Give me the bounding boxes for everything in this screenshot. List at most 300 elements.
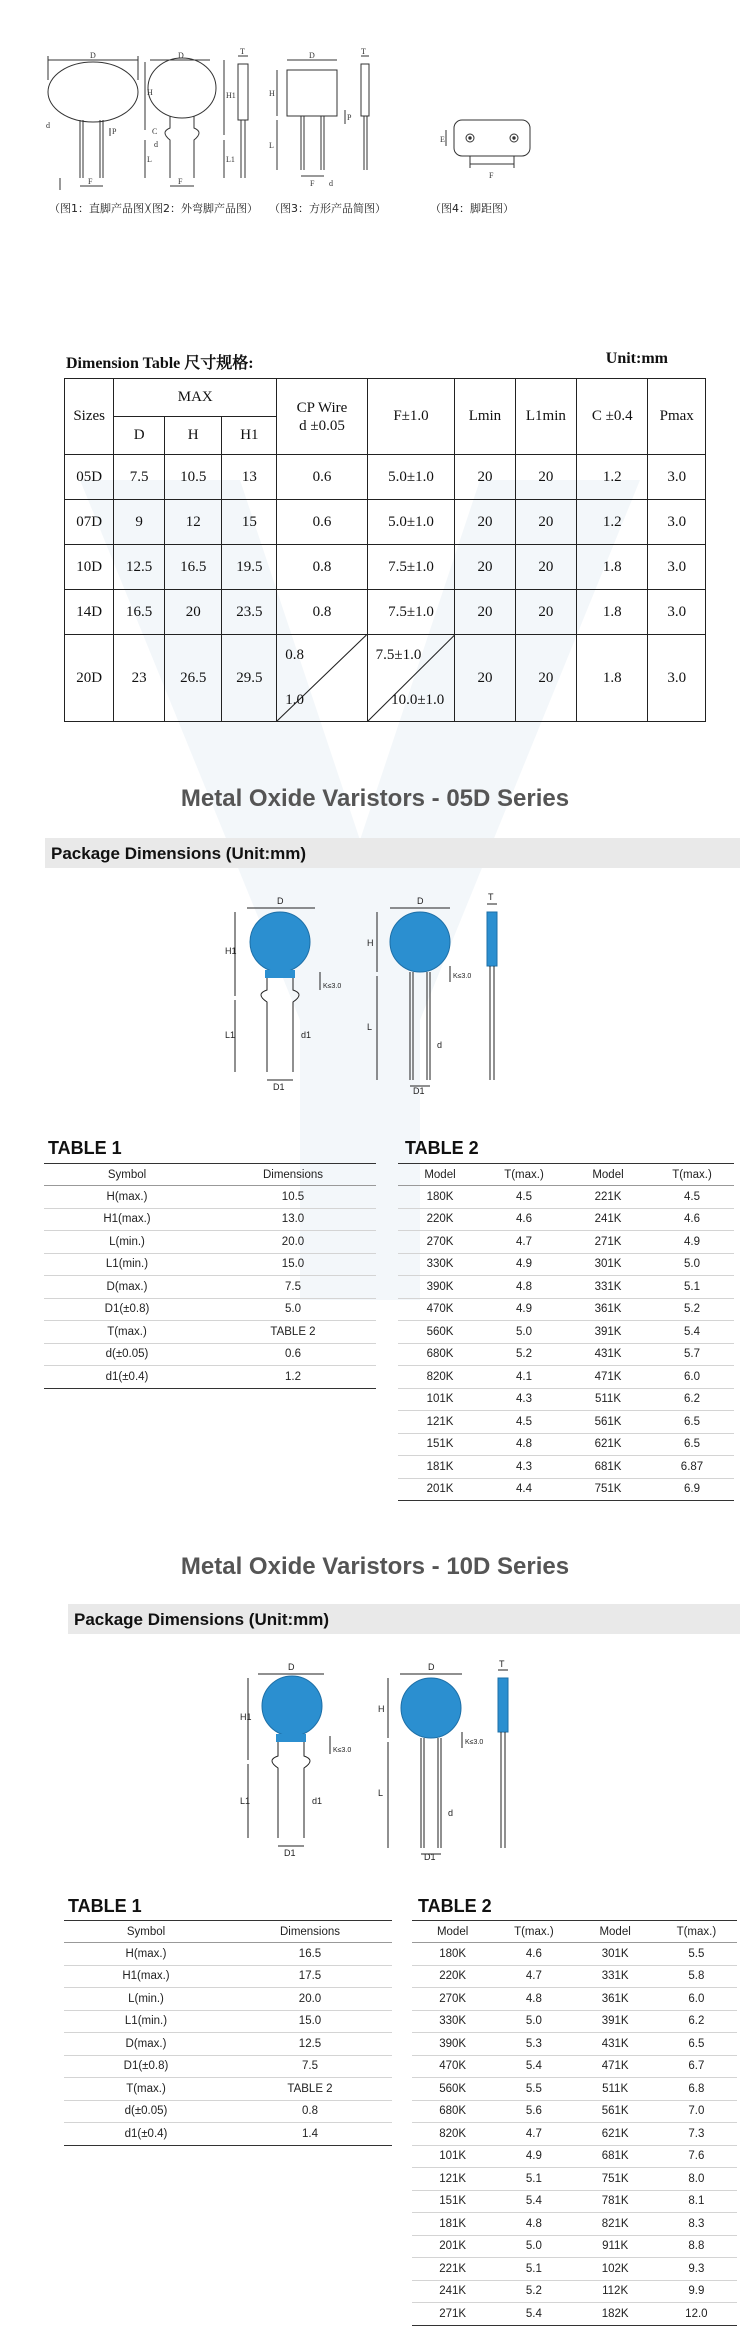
table-row bbox=[412, 2303, 737, 2326]
05d-label-t: T bbox=[488, 892, 494, 902]
table-row bbox=[398, 1411, 734, 1434]
table-cell: 681K bbox=[566, 1456, 650, 1479]
fig1-label-dsmall: d bbox=[46, 121, 50, 130]
dim-cell-d: 7.5 bbox=[114, 455, 165, 500]
series-10d-table2-title: TABLE 2 bbox=[418, 1896, 492, 1916]
table-cell: 5.1 bbox=[493, 2168, 574, 2191]
table-cell: 12.0 bbox=[656, 2303, 737, 2326]
table-cell: 6.9 bbox=[650, 1478, 734, 1501]
table-cell: 4.6 bbox=[493, 1943, 574, 1966]
table-row bbox=[412, 2280, 737, 2303]
table-cell: 4.5 bbox=[482, 1186, 566, 1209]
table-cell: 6.2 bbox=[656, 2010, 737, 2033]
table-cell: 180K bbox=[398, 1186, 482, 1209]
table-cell: 431K bbox=[575, 2033, 656, 2056]
dimension-table-header bbox=[66, 350, 668, 372]
table-header: T(max.) bbox=[656, 1921, 737, 1943]
table-cell: 12.5 bbox=[228, 2033, 392, 2056]
table-cell: 5.6 bbox=[493, 2100, 574, 2123]
table-cell: 5.2 bbox=[650, 1298, 734, 1321]
table-cell: D(max.) bbox=[44, 1276, 210, 1299]
table-cell: 101K bbox=[412, 2145, 493, 2168]
table-cell: 221K bbox=[566, 1186, 650, 1209]
table-header: T(max.) bbox=[482, 1164, 566, 1186]
table-cell: 561K bbox=[575, 2100, 656, 2123]
table-cell: L(min.) bbox=[64, 1988, 228, 2011]
table-cell: 390K bbox=[398, 1276, 482, 1299]
table-cell: 6.5 bbox=[656, 2033, 737, 2056]
table-row bbox=[412, 2168, 737, 2191]
table-cell: H1(max.) bbox=[64, 1965, 228, 1988]
figure-caption-4: （图4：脚距图） bbox=[430, 202, 514, 215]
series-05d-table1-title: TABLE 1 bbox=[48, 1138, 122, 1158]
table-cell: H1(max.) bbox=[44, 1208, 210, 1231]
table-cell: 7.3 bbox=[656, 2123, 737, 2146]
dim-cell-d: 9 bbox=[114, 500, 165, 545]
series-10d-table1 bbox=[64, 1920, 392, 2146]
10d-label-D1-right: D1 bbox=[424, 1852, 436, 1862]
table-cell: 5.1 bbox=[650, 1276, 734, 1299]
series-10d-package-title: Package Dimensions (Unit:mm) bbox=[74, 1610, 330, 1629]
table-cell: 181K bbox=[398, 1456, 482, 1479]
fig2-label-dsmall: d bbox=[154, 140, 158, 149]
table-cell: 621K bbox=[575, 2123, 656, 2146]
table-cell: 9.9 bbox=[656, 2280, 737, 2303]
table-row bbox=[412, 1988, 737, 2011]
table-cell: D1(±0.8) bbox=[44, 1298, 210, 1321]
10d-label-h: H bbox=[378, 1704, 385, 1714]
table-cell: 5.5 bbox=[656, 1943, 737, 1966]
table-cell: 391K bbox=[566, 1321, 650, 1344]
table-cell: 560K bbox=[398, 1321, 482, 1344]
dim-cell-h: 10.5 bbox=[164, 455, 222, 500]
dim-cell-l1min: 20 bbox=[515, 500, 577, 545]
table-cell: 182K bbox=[575, 2303, 656, 2326]
10d-label-k-right: K≤3.0 bbox=[465, 1739, 484, 1746]
table-cell: 391K bbox=[575, 2010, 656, 2033]
table-cell: 821K bbox=[575, 2213, 656, 2236]
dim-cell-f-b: 10.0±1.0 bbox=[391, 692, 445, 708]
table-cell: 20.0 bbox=[228, 1988, 392, 2011]
dim-cell-pmax: 3.0 bbox=[648, 500, 706, 545]
table-cell: 621K bbox=[566, 1433, 650, 1456]
table-cell: 5.8 bbox=[656, 1965, 737, 1988]
table-cell: 820K bbox=[412, 2123, 493, 2146]
table-cell: T(max.) bbox=[44, 1321, 210, 1344]
table-row bbox=[44, 1231, 376, 1254]
05d-label-h: H bbox=[367, 938, 374, 948]
table-cell: 5.4 bbox=[493, 2303, 574, 2326]
table-cell: 511K bbox=[575, 2078, 656, 2101]
table-cell: 301K bbox=[575, 1943, 656, 1966]
05d-label-D1: D1 bbox=[273, 1082, 285, 1092]
fig3-label-h: H bbox=[269, 89, 275, 98]
table-row bbox=[398, 1253, 734, 1276]
table-cell: 8.0 bbox=[656, 2168, 737, 2191]
table-cell: 911K bbox=[575, 2235, 656, 2258]
dim-cell-f: 7.5±1.0 bbox=[367, 590, 455, 635]
table-row bbox=[412, 1965, 737, 1988]
table-cell: 180K bbox=[412, 1943, 493, 1966]
table-cell: 151K bbox=[398, 1433, 482, 1456]
table-cell: 15.0 bbox=[228, 2010, 392, 2033]
dimension-table bbox=[64, 378, 706, 722]
dim-cell-f-a: 7.5±1.0 bbox=[375, 647, 422, 663]
table-cell: 1.4 bbox=[228, 2123, 392, 2146]
table-cell: 7.0 bbox=[656, 2100, 737, 2123]
table-cell: 560K bbox=[412, 2078, 493, 2101]
dim-cell-cp: 0.6 bbox=[277, 455, 367, 500]
table-row bbox=[412, 1943, 737, 1966]
dimension-row bbox=[65, 545, 706, 590]
table-row bbox=[412, 2100, 737, 2123]
table-cell: 301K bbox=[566, 1253, 650, 1276]
table-row bbox=[398, 1433, 734, 1456]
table-cell: 0.6 bbox=[210, 1343, 376, 1366]
table-row bbox=[398, 1321, 734, 1344]
table-cell: 201K bbox=[398, 1478, 482, 1501]
table-row bbox=[412, 2010, 737, 2033]
fig3-label-d: D bbox=[309, 51, 315, 60]
05d-label-dsmall: d bbox=[437, 1040, 443, 1050]
table-cell: 6.87 bbox=[650, 1456, 734, 1479]
fig1-label-l: L bbox=[147, 155, 152, 164]
dim-cell-l1min: 20 bbox=[515, 590, 577, 635]
table-row bbox=[398, 1388, 734, 1411]
table-cell: 5.4 bbox=[650, 1321, 734, 1344]
dim-cell-cp: 0.8 bbox=[277, 590, 367, 635]
table-cell: 4.3 bbox=[482, 1388, 566, 1411]
series-10d-drawing bbox=[240, 1660, 570, 1865]
table-cell: 390K bbox=[412, 2033, 493, 2056]
table-row bbox=[44, 1321, 376, 1344]
05d-label-d1: d1 bbox=[301, 1030, 312, 1040]
table-cell: 7.6 bbox=[656, 2145, 737, 2168]
table-cell: 101K bbox=[398, 1388, 482, 1411]
table-row bbox=[398, 1343, 734, 1366]
table-cell: 4.3 bbox=[482, 1456, 566, 1479]
series-05d-drawing bbox=[225, 890, 555, 1095]
dim-cell-d: 16.5 bbox=[114, 590, 165, 635]
table-row bbox=[44, 1253, 376, 1276]
fig1-label-p: P bbox=[112, 127, 117, 136]
table-cell: 7.5 bbox=[228, 2055, 392, 2078]
dim-cell-size: 20D bbox=[65, 635, 114, 722]
table-row bbox=[398, 1456, 734, 1479]
table-cell: 470K bbox=[398, 1298, 482, 1321]
dim-cell-h1: 29.5 bbox=[222, 635, 277, 722]
fig1-label-f: F bbox=[88, 177, 93, 186]
table-header: Model bbox=[566, 1164, 650, 1186]
table-cell: 6.8 bbox=[656, 2078, 737, 2101]
table-cell: d(±0.05) bbox=[64, 2100, 228, 2123]
table-row bbox=[44, 1366, 376, 1389]
table-cell: 16.5 bbox=[228, 1943, 392, 1966]
dim-cell-lmin: 20 bbox=[455, 545, 515, 590]
fig3-label-dsmall: d bbox=[329, 179, 333, 188]
table-cell: 6.0 bbox=[656, 1988, 737, 2011]
table-header: T(max.) bbox=[650, 1164, 734, 1186]
table-row bbox=[398, 1208, 734, 1231]
dim-cell-l1min: 20 bbox=[515, 455, 577, 500]
table-cell: 8.8 bbox=[656, 2235, 737, 2258]
10d-label-d: D bbox=[288, 1662, 295, 1672]
table-cell: 561K bbox=[566, 1411, 650, 1434]
table-cell: 4.9 bbox=[493, 2145, 574, 2168]
series-05d-title: Metal Oxide Varistors - 05D Series bbox=[180, 785, 570, 812]
dim-cell-h: 12 bbox=[164, 500, 222, 545]
table-cell: d1(±0.4) bbox=[44, 1366, 210, 1389]
table-cell: 781K bbox=[575, 2190, 656, 2213]
dimension-table-unit: Unit:mm bbox=[605, 350, 668, 367]
fig4-label-e: E bbox=[440, 135, 445, 144]
table-cell: 680K bbox=[412, 2100, 493, 2123]
10d-label-h1: H1 bbox=[240, 1712, 252, 1722]
table-cell: 511K bbox=[566, 1388, 650, 1411]
table-cell: 751K bbox=[575, 2168, 656, 2191]
dim-cell-h1: 15 bbox=[222, 500, 277, 545]
table-cell: 5.0 bbox=[210, 1298, 376, 1321]
table-cell: 5.2 bbox=[493, 2280, 574, 2303]
table-cell: 7.5 bbox=[210, 1276, 376, 1299]
table-cell: 4.4 bbox=[482, 1478, 566, 1501]
table-cell: 471K bbox=[566, 1366, 650, 1389]
table-cell: 681K bbox=[575, 2145, 656, 2168]
fig1-label-h: H bbox=[147, 88, 153, 97]
table-row bbox=[412, 2078, 737, 2101]
table-cell: d(±0.05) bbox=[44, 1343, 210, 1366]
table-row bbox=[412, 2033, 737, 2056]
10d-label-k: K≤3.0 bbox=[333, 1747, 352, 1754]
05d-label-k-right: K≤3.0 bbox=[453, 973, 472, 980]
table-row bbox=[412, 2123, 737, 2146]
table-header: T(max.) bbox=[493, 1921, 574, 1943]
figure-bent-lead bbox=[140, 47, 270, 195]
table-cell: D(max.) bbox=[64, 2033, 228, 2056]
dim-cell-cp-b: 1.0 bbox=[285, 692, 305, 708]
dimension-row bbox=[65, 500, 706, 545]
table-cell: T(max.) bbox=[64, 2078, 228, 2101]
table-cell: TABLE 2 bbox=[210, 1321, 376, 1344]
series-05d-table2 bbox=[398, 1163, 734, 1501]
table-cell: 5.1 bbox=[493, 2258, 574, 2281]
table-cell: 13.0 bbox=[210, 1208, 376, 1231]
table-header: Model bbox=[575, 1921, 656, 1943]
table-cell: 751K bbox=[566, 1478, 650, 1501]
fig2-label-l1: L1 bbox=[226, 155, 235, 164]
table-header: Dimensions bbox=[210, 1164, 376, 1186]
fig4-label-f: F bbox=[489, 171, 494, 180]
table-cell: d1(±0.4) bbox=[64, 2123, 228, 2146]
table-cell: 221K bbox=[412, 2258, 493, 2281]
table-row bbox=[64, 2033, 392, 2056]
series-10d-table2 bbox=[412, 1920, 737, 2326]
dim-cell-lmin: 20 bbox=[455, 500, 515, 545]
table-row bbox=[64, 2055, 392, 2078]
table-cell: L(min.) bbox=[44, 1231, 210, 1254]
product-figures bbox=[46, 47, 735, 320]
table-row bbox=[64, 2100, 392, 2123]
table-cell: 8.3 bbox=[656, 2213, 737, 2236]
table-cell: 0.8 bbox=[228, 2100, 392, 2123]
table-cell: L1(min.) bbox=[64, 2010, 228, 2033]
header-cp-wire bbox=[277, 379, 367, 455]
table-cell: 331K bbox=[575, 1965, 656, 1988]
table-cell: 361K bbox=[566, 1298, 650, 1321]
table-cell: 4.9 bbox=[482, 1298, 566, 1321]
table-cell: 5.4 bbox=[493, 2055, 574, 2078]
table-cell: 330K bbox=[398, 1253, 482, 1276]
table-cell: 1.2 bbox=[210, 1366, 376, 1389]
fig3-label-t: T bbox=[361, 47, 366, 56]
series-05d-package-title: Package Dimensions (Unit:mm) bbox=[51, 844, 307, 863]
table-cell: 5.7 bbox=[650, 1343, 734, 1366]
table-cell: 471K bbox=[575, 2055, 656, 2078]
table-cell: 9.3 bbox=[656, 2258, 737, 2281]
dim-cell-size: 07D bbox=[65, 500, 114, 545]
05d-label-l1: L1 bbox=[225, 1030, 236, 1040]
table-cell: 4.9 bbox=[482, 1253, 566, 1276]
dim-cell-d: 23 bbox=[114, 635, 165, 722]
header-f: F±1.0 bbox=[367, 379, 455, 455]
table-cell: 270K bbox=[398, 1231, 482, 1254]
fig2-label-t: T bbox=[240, 47, 245, 56]
dim-cell-cp: 0.6 bbox=[277, 500, 367, 545]
series-05d-table1 bbox=[44, 1163, 376, 1389]
header-d: D bbox=[114, 417, 165, 455]
dim-cell-h: 26.5 bbox=[164, 635, 222, 722]
table-row bbox=[44, 1208, 376, 1231]
table-cell: 201K bbox=[412, 2235, 493, 2258]
dim-cell-f: 7.5±1.0 bbox=[367, 545, 455, 590]
table-cell: 151K bbox=[412, 2190, 493, 2213]
dim-cell-cp: 0.8 bbox=[277, 545, 367, 590]
table-cell: 680K bbox=[398, 1343, 482, 1366]
table-cell: D1(±0.8) bbox=[64, 2055, 228, 2078]
dimension-row bbox=[65, 455, 706, 500]
dim-cell-h1: 19.5 bbox=[222, 545, 277, 590]
dim-cell-c: 1.8 bbox=[577, 635, 648, 722]
10d-label-d-right: D bbox=[428, 1662, 435, 1672]
table-row bbox=[398, 1366, 734, 1389]
05d-label-d-right: D bbox=[417, 896, 424, 906]
table-cell: 4.9 bbox=[650, 1231, 734, 1254]
fig2-label-c: C bbox=[152, 127, 158, 136]
header-l1min: L1min bbox=[515, 379, 577, 455]
series-10d-package-bar bbox=[68, 1604, 740, 1634]
table-cell: 470K bbox=[412, 2055, 493, 2078]
10d-label-D1: D1 bbox=[284, 1848, 296, 1858]
table-cell: 5.0 bbox=[650, 1253, 734, 1276]
10d-label-l1: L1 bbox=[240, 1796, 251, 1806]
05d-label-d: D bbox=[277, 896, 284, 906]
dimension-table-title: Dimension Table 尺寸规格: bbox=[66, 355, 254, 372]
dim-cell-c: 1.8 bbox=[577, 545, 648, 590]
table-row bbox=[44, 1276, 376, 1299]
dim-cell-cp-split bbox=[277, 635, 367, 722]
table-cell: 220K bbox=[412, 1965, 493, 1988]
table-cell: 4.7 bbox=[482, 1231, 566, 1254]
05d-label-k: K≤3.0 bbox=[323, 983, 342, 990]
table-cell: 6.2 bbox=[650, 1388, 734, 1411]
table-cell: 4.8 bbox=[482, 1276, 566, 1299]
table-cell: 102K bbox=[575, 2258, 656, 2281]
table-cell: 820K bbox=[398, 1366, 482, 1389]
table-cell: H(max.) bbox=[44, 1186, 210, 1209]
05d-label-l: L bbox=[367, 1022, 373, 1032]
table-cell: 20.0 bbox=[210, 1231, 376, 1254]
10d-label-l: L bbox=[378, 1788, 384, 1798]
table-header: Symbol bbox=[64, 1921, 228, 1943]
dim-cell-f: 5.0±1.0 bbox=[367, 500, 455, 545]
table-cell: 5.4 bbox=[493, 2190, 574, 2213]
table-row bbox=[64, 2078, 392, 2101]
table-cell: 271K bbox=[412, 2303, 493, 2326]
table-row bbox=[412, 2055, 737, 2078]
table-cell: 4.6 bbox=[650, 1208, 734, 1231]
table-row bbox=[412, 2145, 737, 2168]
dimension-table-body bbox=[65, 455, 706, 635]
table-cell: TABLE 2 bbox=[228, 2078, 392, 2101]
table-cell: 4.8 bbox=[482, 1433, 566, 1456]
header-cp-wire-line1: CP Wire bbox=[296, 399, 348, 416]
figure-caption-1: （图1：直脚产品图） bbox=[49, 202, 155, 215]
fig3-label-p: P bbox=[347, 113, 352, 122]
table-cell: 8.1 bbox=[656, 2190, 737, 2213]
table-cell: 220K bbox=[398, 1208, 482, 1231]
table-cell: H(max.) bbox=[64, 1943, 228, 1966]
table-cell: 5.2 bbox=[482, 1343, 566, 1366]
table-cell: 361K bbox=[575, 1988, 656, 2011]
table-row bbox=[64, 1965, 392, 1988]
dim-cell-size: 05D bbox=[65, 455, 114, 500]
table-cell: L1(min.) bbox=[44, 1253, 210, 1276]
table-row bbox=[44, 1298, 376, 1321]
table-cell: 5.0 bbox=[493, 2235, 574, 2258]
dim-cell-lmin: 20 bbox=[455, 635, 515, 722]
table-row bbox=[64, 1943, 392, 1966]
table-row bbox=[64, 2123, 392, 2146]
table-cell: 6.7 bbox=[656, 2055, 737, 2078]
table-cell: 5.3 bbox=[493, 2033, 574, 2056]
dim-cell-c: 1.8 bbox=[577, 590, 648, 635]
header-cp-wire-line2: d ±0.05 bbox=[299, 417, 345, 434]
table-row bbox=[398, 1298, 734, 1321]
table-cell: 431K bbox=[566, 1343, 650, 1366]
table-cell: 4.8 bbox=[493, 2213, 574, 2236]
fig3-label-l: L bbox=[269, 141, 274, 150]
series-10d-table1-title: TABLE 1 bbox=[68, 1896, 142, 1916]
table-header: Symbol bbox=[44, 1164, 210, 1186]
table-row bbox=[44, 1343, 376, 1366]
10d-label-d1: d1 bbox=[312, 1796, 323, 1806]
table-cell: 331K bbox=[566, 1276, 650, 1299]
fig2-label-d: D bbox=[178, 51, 184, 60]
table-cell: 241K bbox=[412, 2280, 493, 2303]
table-row bbox=[398, 1231, 734, 1254]
dimension-row bbox=[65, 590, 706, 635]
table-row bbox=[398, 1276, 734, 1299]
header-pmax: Pmax bbox=[648, 379, 706, 455]
dim-cell-f: 5.0±1.0 bbox=[367, 455, 455, 500]
table-cell: 5.0 bbox=[482, 1321, 566, 1344]
table-cell: 5.0 bbox=[493, 2010, 574, 2033]
table-row bbox=[64, 2010, 392, 2033]
fig3-label-f: F bbox=[310, 179, 315, 188]
dim-cell-c: 1.2 bbox=[577, 455, 648, 500]
dim-cell-d: 12.5 bbox=[114, 545, 165, 590]
table-row bbox=[412, 2258, 737, 2281]
